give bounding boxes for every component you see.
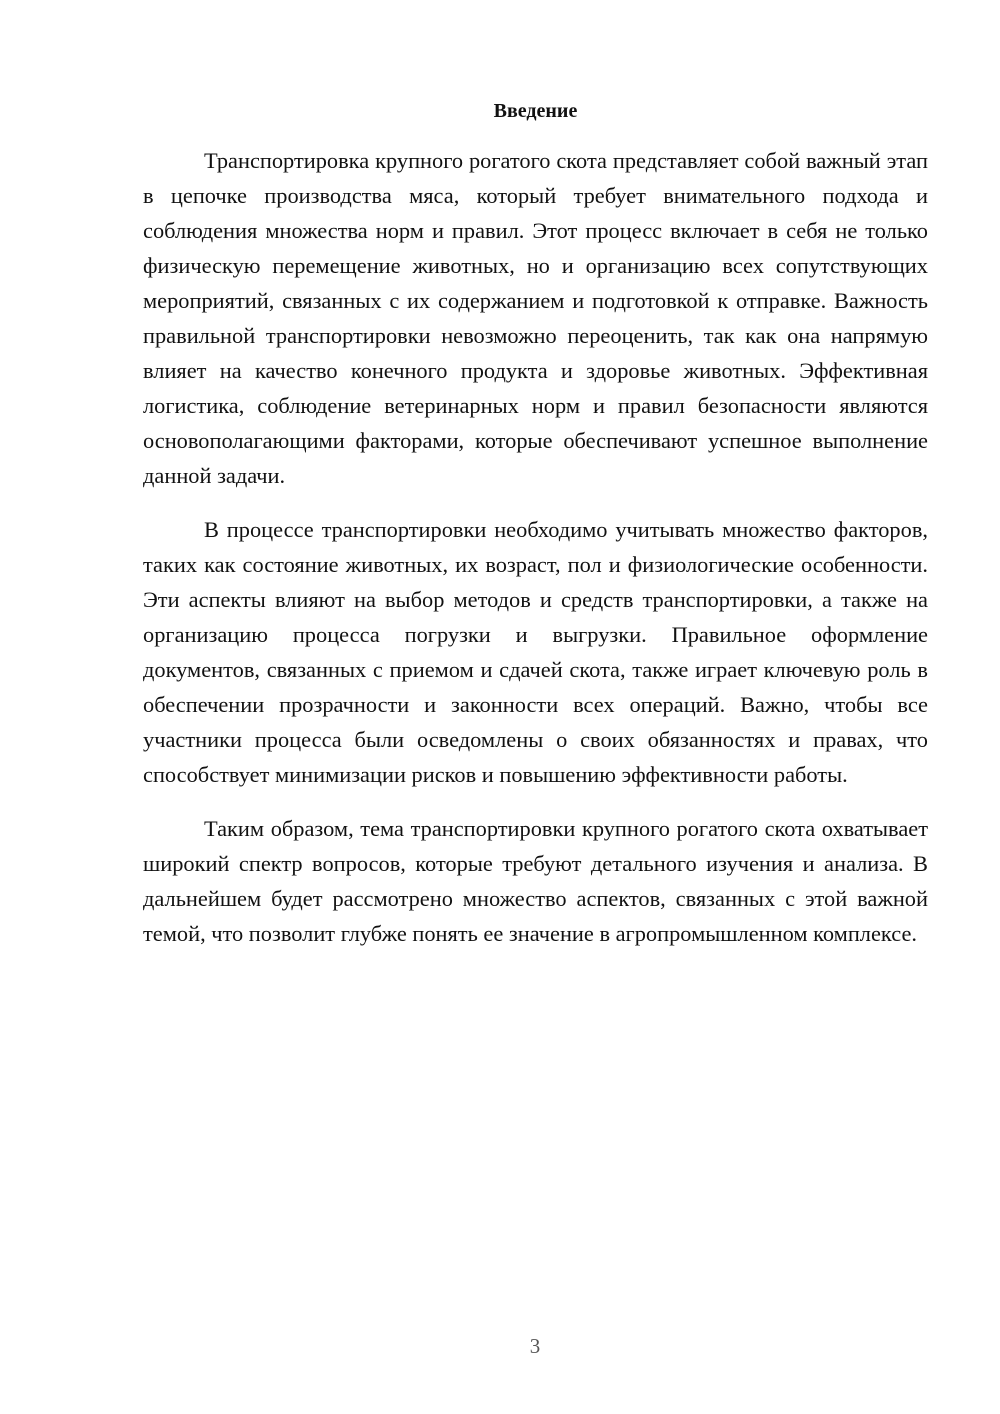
page-title: Введение (493, 100, 578, 122)
paragraph-3: Таким образом, тема транспортировки крупного рогатого скота охватывает широкий спектр вопросов, которые требуют детального изучения и анализа. В дальнейшем будет рассмотрено множество аспектов, связанных с этой важной темой, что позволит глубже понять ее значение в агропромышленном комплексе. (143, 816, 928, 946)
page-number: 3 (529, 1334, 541, 1358)
paragraph-2: В процессе транспортировки необходимо учитывать множество факторов, таких как состояние животных, их возраст, пол и физиологические особенности. Эти аспекты влияют на выбор методов и средств транспортировки, а также на организацию процесса погрузки и выгрузки. Правильное оформление документов, связанных с приемом и сдачей скота, также играет ключевую роль в обеспечении прозрачности и законности всех операций. Важно, чтобы все участники процесса были осведомлены о своих обязанностях и правах, что способствует минимизации рисков и повышению эффективности работы. (143, 517, 928, 787)
paragraph-1: Транспортировка крупного рогатого скота представляет собой важный этап в цепочке производства мяса, который требует внимательного подхода и соблюдения множества норм и правил. Этот процесс включает в себя не только физическую перемещение животных, но и организацию всех сопутствующих мероприятий, связанных с их содержанием и подготовкой к отправке. Важность правильной транспортировки невозможно переоценить, так как она напрямую влияет на качество конечного продукта и здоровье животных. Эффективная логистика, соблюдение ветеринарных норм и правил безопасности являются основополагающими факторами, которые обеспечивают успешное выполнение данной задачи. (143, 148, 928, 488)
body-text (143, 143, 928, 951)
